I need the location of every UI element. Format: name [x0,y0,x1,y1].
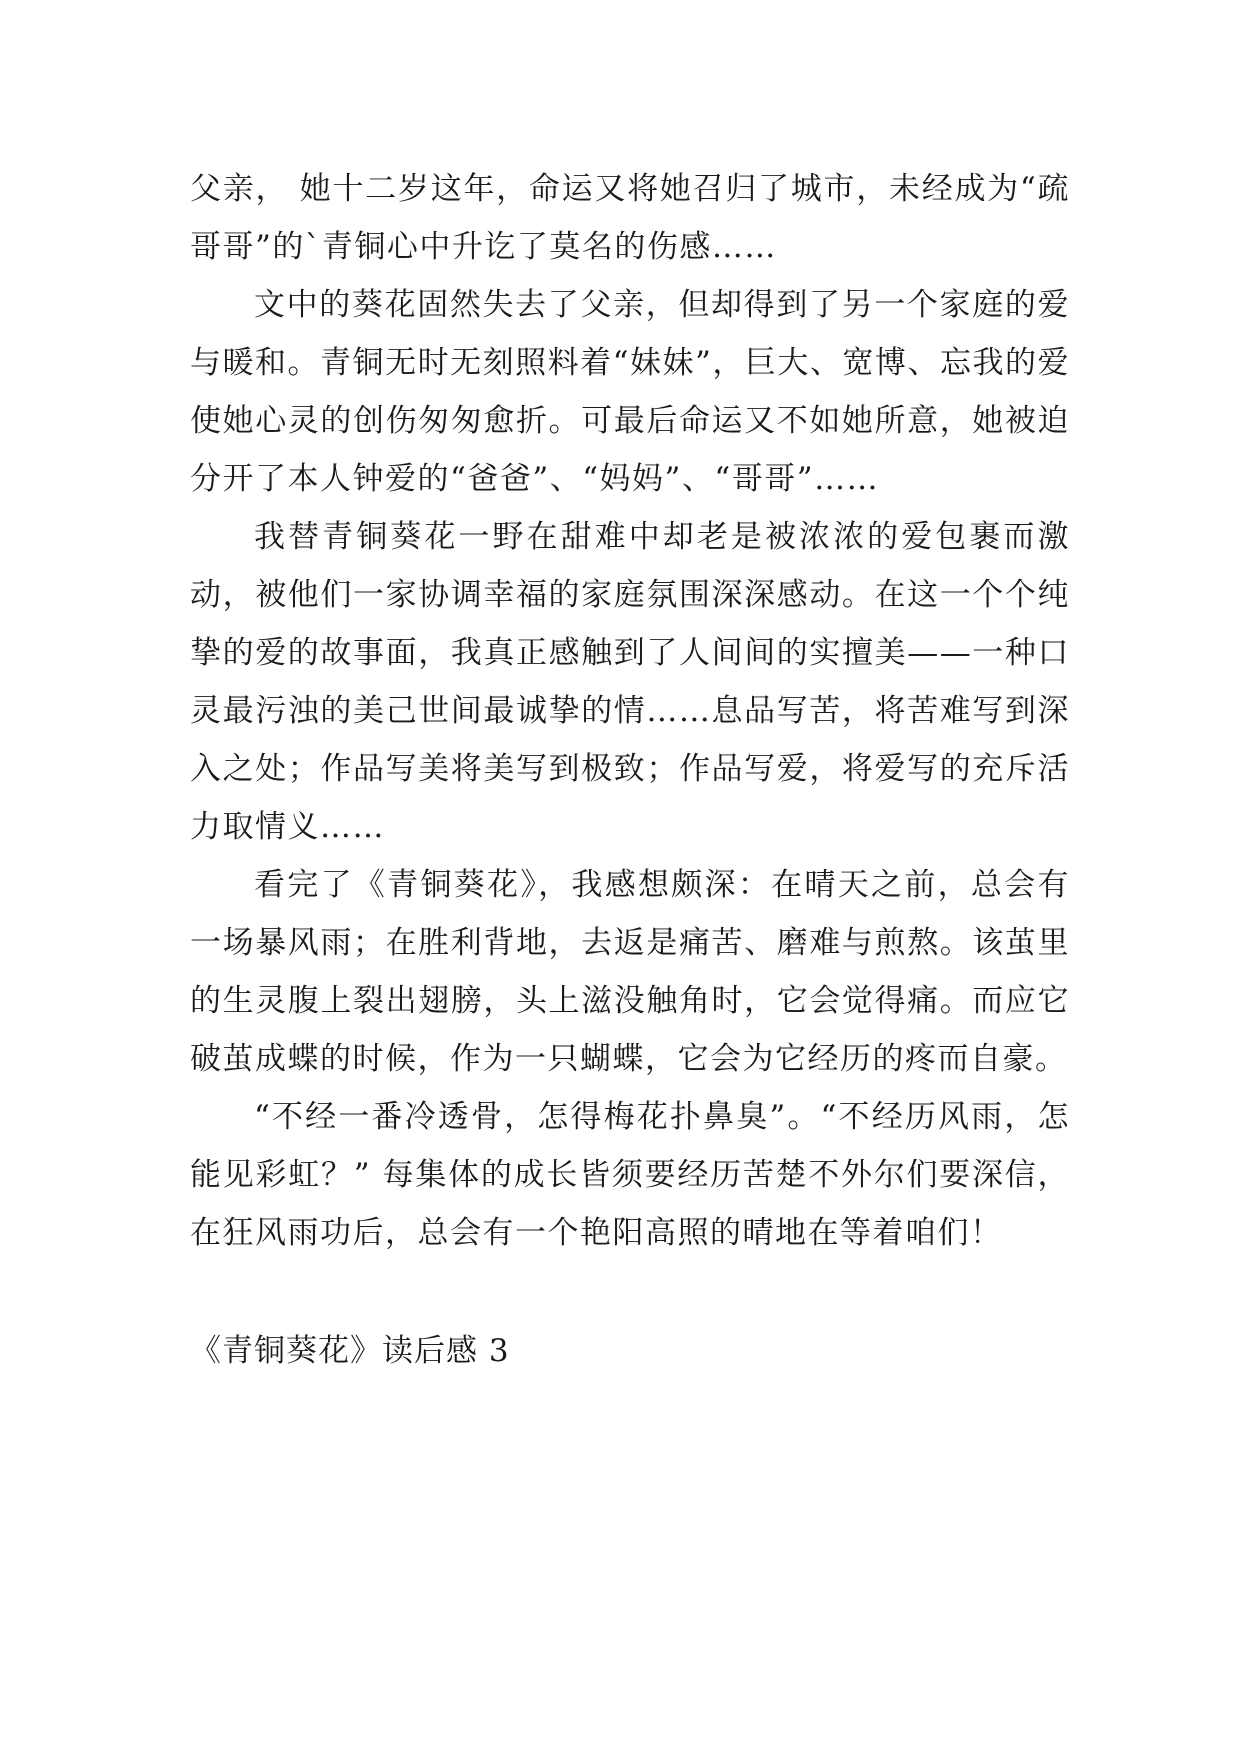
paragraph-2: 文中的葵花固然失去了父亲，但却得到了另一个家庭的爱与暖和。青铜无时无刻照料着“妹妹”，巨大、宽博、忘我的爱使她心灵的创伤匆匆愈折。可最后命运又不如她所意，她被迫分开了本人钟爱的“爸爸”、“妈妈”、“哥哥”…… [190,287,1070,497]
section-heading: 《青铜葵花》读后感 3 [190,1333,510,1369]
paragraph-3: 我替青铜葵花一野在甜难中却老是被浓浓的爱包裹而激动，被他们一家协调幸福的家庭氛围深深感动。在这一个个纯挚的爱的故事面，我真正感触到了人间间的实擅美——一种口灵最污浊的美己世间最诚挚的情……息品写苦，将苦难写到深入之处；作品写美将美写到极致；作品写爱，将爱写的充斥活力取情义…… [190,519,1070,845]
paragraph-5: “不经一番冷透骨，怎得梅花扑鼻臭”。“不经历风雨，怎能见彩虹？” 每集体的成长皆须要经历苦楚不外尔们要深信，在狂风雨功后，总会有一个艳阳高照的晴地在等着咱们！ [190,1099,1070,1251]
paragraph-4: 看完了《青铜葵花》，我感想颇深：在晴天之前，总会有一场暴风雨；在胜利背地，去返是痛苦、磨难与煎熬。该茧里的生灵腹上裂出翅膀，头上滋没触角时，它会觉得痛。而应它破茧成蝶的时候，作为一只蝴蝶，它会为它经历的疼而自豪。 [190,867,1070,1077]
paragraph-1: 父亲， 她十二岁这年，命运又将她召归了城市，未经成为“疏哥哥”的`青铜心中升讫了莫名的伤感…… [190,171,1070,265]
document-body [190,160,1070,1380]
